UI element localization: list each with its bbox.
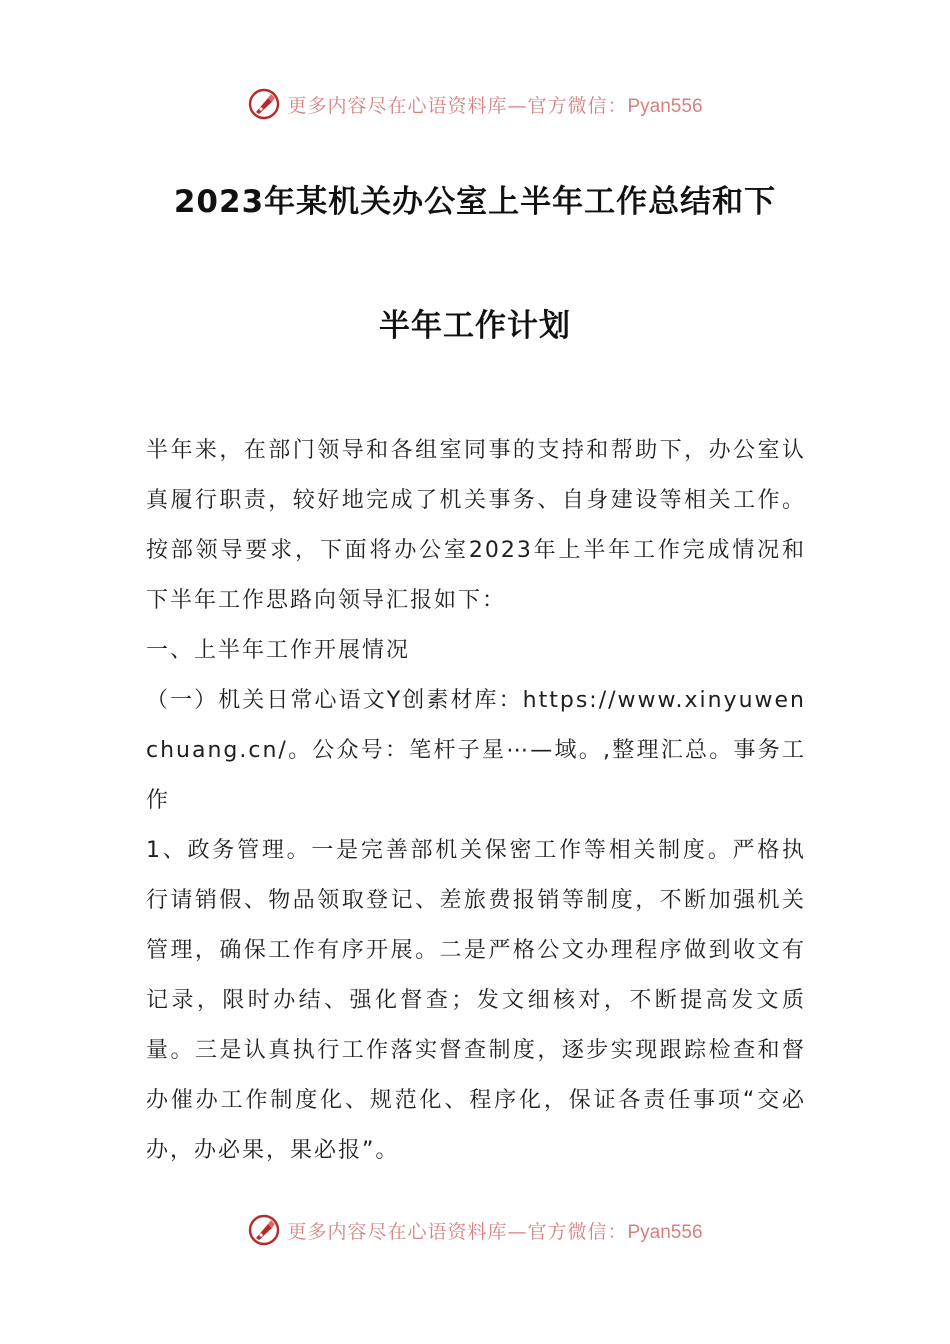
wechat-id: Pyan556 <box>627 95 703 117</box>
watermark-text: 更多内容尽在心语资料库—官方微信：Pyan556 <box>287 94 703 117</box>
watermark-text: 更多内容尽在心语资料库—官方微信：Pyan556 <box>287 1220 703 1243</box>
wechat-id: Pyan556 <box>627 1221 703 1243</box>
document-title-line1: 2023年某机关办公室上半年工作总结和下 <box>173 184 777 220</box>
watermark-banner-bottom <box>0 1210 950 1250</box>
intro-paragraph: 半年来，在部门领导和各组室同事的支持和帮助下，办公室认真履行职责，较好地完成了机关事务、自身建设等相关工作。按部领导要求，下面将办公室2023年上半年工作完成情况和下半年工作思路向领导汇报如下： <box>146 438 806 613</box>
section-heading: 一、上半年工作开展情况 <box>146 638 411 663</box>
document-title-line2: 半年工作计划 <box>379 308 571 344</box>
pen-nib-logo-icon <box>247 87 281 121</box>
watermark-banner-top <box>0 84 950 124</box>
pen-nib-logo-icon <box>247 1213 281 1247</box>
item-paragraph: 1、政务管理。一是完善部机关保密工作等相关制度。严格执行请销假、物品领取登记、差旅费报销等制度，不断加强机关管理，确保工作有序开展。二是严格公文办理程序做到收文有记录，限时办结、强化督查；发文细核对，不断提高发文质量。三是认真执行工作落实督查制度，逐步实现跟踪检查和督办催办工作制度化、规范化、程序化，保证各责任事项“交必办，办必果，果必报”。 <box>146 838 806 1163</box>
document-body <box>146 426 806 1176</box>
subsection-paragraph: （一）机关日常心语文Y创素材库：https://www.xinyuwenchuang.cn/。公众号：笔杆子星⋯—域。,整理汇总。事务工作 <box>146 688 806 813</box>
